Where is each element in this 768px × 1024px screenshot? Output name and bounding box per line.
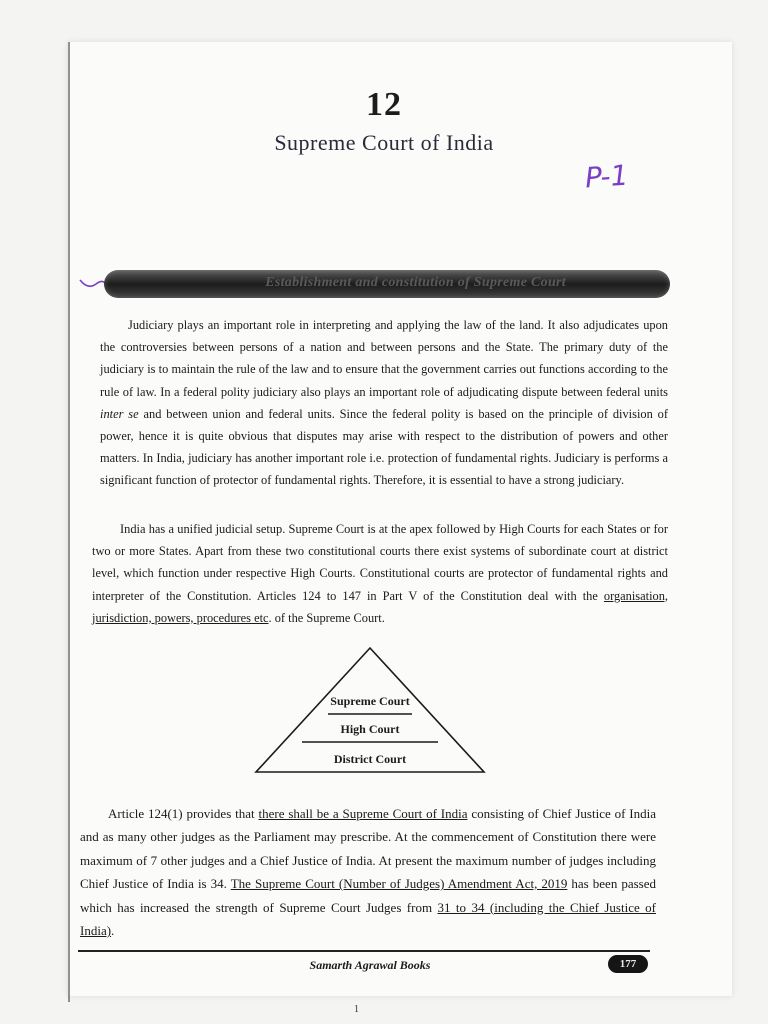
underlined-text: The Supreme Court (Number of Judges) Amendment Act, 2019	[230, 876, 568, 892]
handwritten-note: P-1	[583, 158, 630, 195]
text-run: Article 124(1) provides that	[108, 806, 259, 821]
underlined-text: organisation, jurisdiction, powers, procedures etc	[92, 588, 668, 625]
paragraph-article-124	[80, 802, 656, 942]
italic-term: inter se	[100, 406, 139, 421]
text-run: Judiciary plays an important role in interpreting and applying the law of the land. It also adjudicates upon the controversies between persons of a nation and between persons and the State. The primary duty of the judiciary is to maintain the rule of the law and to ensure that the government carries out functions according to the rule of law. In a federal polity judiciary also plays an important role of adjudicating dispute between federal units	[100, 318, 668, 399]
underlined-text: there shall be a Supreme Court of India	[258, 806, 468, 821]
chapter-title: Supreme Court of India	[274, 130, 494, 155]
paragraph-judicial-setup	[92, 518, 668, 629]
pyramid-level-high: High Court	[340, 722, 400, 736]
text-run: .	[111, 923, 115, 939]
pyramid-level-supreme: Supreme Court	[330, 694, 410, 708]
court-hierarchy-pyramid	[250, 646, 490, 776]
section-heading-banner	[104, 270, 670, 298]
text-run: . of the Supreme Court.	[268, 610, 385, 625]
section-heading: Establishment and constitution of Supreme Court	[265, 275, 566, 290]
footer-publisher: Samarth Agrawal Books	[309, 958, 431, 972]
underlined-text: 31 to 34 (including the Chief Justice of India)	[80, 899, 656, 939]
paragraph-judiciary-role	[100, 314, 668, 492]
text-run: and between union and federal units. Since the federal polity is based on the principle of division of power, hence it is quite obvious that disputes may arise with respect to the distribution of powers and other matters. In India, judiciary has another important role i.e. protection of fundamental rights. Judiciary is performs a significant function of protector of fundamental rights. Therefore, it is essential to have a strong judiciary.	[100, 406, 668, 488]
chapter-number: 12	[366, 86, 402, 123]
text-run: has been passed which has increased the strength of Supreme Court Judges from	[80, 876, 657, 915]
footer-rule	[78, 950, 650, 952]
scan-page-marker: 1	[354, 1004, 359, 1015]
text-run: India has a unified judicial setup. Supreme Court is at the apex followed by High Courts for each States or for two or more States. Apart from these two constitutional courts there exist systems of subordinate court at district level, which function under respective High Courts. Constitutional courts are protector of fundamental rights and interpreter of the Constitution. Articles 124 to 147 in Part V of the Constitution deal with the	[92, 522, 668, 603]
page-number-badge: 177	[608, 955, 648, 973]
text-run: consisting of Chief Justice of India and as many other judges as the Parliament may prescribe. At the commencement of Constitution there were maximum of 7 other judges and a Chief Justice of India. At present the maximum number of judges including Chief Justice of India is 34.	[80, 806, 657, 892]
pyramid-level-district: District Court	[333, 752, 407, 766]
page-edge	[68, 42, 70, 1002]
